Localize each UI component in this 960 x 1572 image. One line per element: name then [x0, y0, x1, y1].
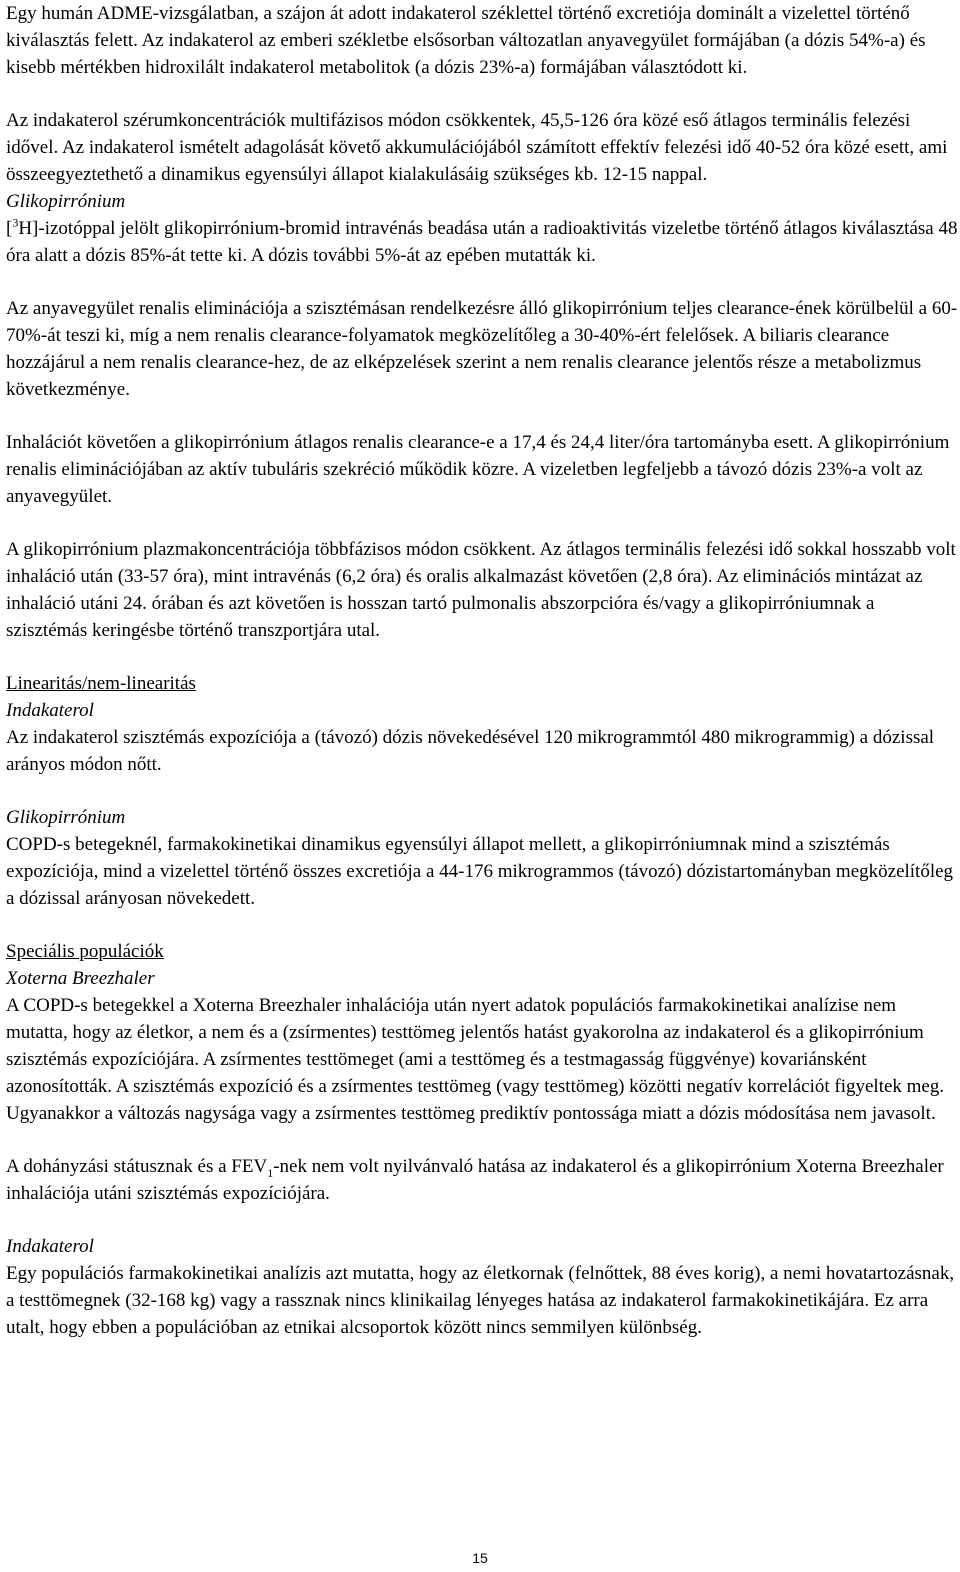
- paragraph-renal-clearance: Inhalációt követően a glikopirrónium átlagos renalis clearance-e a 17,4 és 24,4 liter/óra tartományba esett. A glikopirrónium renalis eliminációjában az aktív tubuláris szekréció működik közre. A vizeletben legfeljebb a távozó dózis 23%-a volt az anyavegyület.: [6, 432, 950, 507]
- document-page: [6, 0, 958, 1341]
- superscript-isotope: 3: [12, 215, 19, 230]
- heading-xoterna-breezhaler: Xoterna Breezhaler: [6, 968, 155, 989]
- paragraph-smoking-fev1: A dohányzási státusznak és a $FEV_1$-nek nem volt nyilvánvaló hatása az indakaterol és a glikopirrónium Xoterna Breezhaler inhalációja utáni szisztémás expozíciójára.: [6, 1156, 944, 1204]
- paragraph-indacaterol-half-life: Az indakaterol szérumkoncentrációk multifázisos módon csökkentek, 45,5-126 óra közé eső átlagos terminális felezési idővel. Az indakaterol ismételt adagolását követő akkumulációjából számított effektív felezési idő 40-52 óra közé esett, ami összeegyeztethető a dinamikus egyensúlyi állapot kialakulásáig szükséges kb. 12-15 nappal.: [6, 110, 948, 185]
- heading-indacaterol: Indakaterol: [6, 1236, 94, 1257]
- paragraph-indacaterol-exposure: Az indakaterol szisztémás expozíciója a (távozó) dózis növekedésével 120 mikrogrammtól 480 mikrogrammig) a dózissal arányos módon nőtt.: [6, 727, 935, 775]
- paragraph-adme: Egy humán ADME-vizsgálatban, a szájon át adott indakaterol széklettel történő excretiója dominált a vizelettel történő kiválasztás felett. Az indakaterol az emberi székletbe elsősorban változatlan anyavegyület formájában (a dózis 54%-a) és kisebb mértékben hidroxilált indakaterol metabolitok (a dózis 23%-a) formájában választódott ki.: [6, 3, 926, 78]
- heading-glycopyrronium: Glikopirrónium: [6, 191, 126, 212]
- paragraph-indacaterol-population: Egy populációs farmakokinetikai analízis azt mutatta, hogy az életkornak (felnőttek, 88 éves korig), a nemi hovatartozásnak, a testtömegnek (32-168 kg) vagy a rassznak nincs klinikailag lényeges hatása az indakaterol farmakokinetikájára. Ez arra utalt, hogy ebben a populációban az etnikai alcsoportok között nincs semmilyen különbség.: [6, 1263, 955, 1338]
- heading-glycopyrronium: Glikopirrónium: [6, 807, 126, 828]
- heading-indacaterol: Indakaterol: [6, 700, 94, 721]
- paragraph-glycopyrronium-copd: COPD-s betegeknél, farmakokinetikai dinamikus egyensúlyi állapot mellett, a glikopirróniumnak mind a szisztémás expozíciója, mind a vizelettel történő összes excretiója a 44-176 mikrogrammos (távozó) dózistartományban megközelítőleg a dózissal arányosan növekedett.: [6, 834, 954, 909]
- paragraph-plasma-concentration: A glikopirrónium plazmakoncentrációja többfázisos módon csökkent. Az átlagos terminális felezési idő sokkal hosszabb volt inhaláció után (33-57 óra), mint intravénás (6,2 óra) és oralis alkalmazást követően (2,8 óra). Az eliminációs mintázat az inhaláció utáni 24. órában és azt követően is hosszan tartó pulmonalis abszorpcióra és/vagy a glikopirróniumnak a szisztémás keringésbe történő transzportjára utal.: [6, 539, 956, 641]
- paragraph-renal-elimination: Az anyavegyület renalis eliminációja a szisztémásan rendelkezésre álló glikopirrónium teljes clearance-ének körülbelül a 60-70%-át teszi ki, míg a nem renalis clearance-folyamatok megközelítőleg a 30-40%-ért felelősek. A biliaris clearance hozzájárul a nem renalis clearance-hez, de az elképzelések szerint a nem renalis clearance jelentős része a metabolizmus következménye.: [6, 298, 958, 400]
- subscript-fev: 1: [267, 1165, 274, 1180]
- heading-linearity: Linearitás/nem-linearitás: [6, 673, 196, 694]
- heading-special-populations: Speciális populációk: [6, 941, 164, 962]
- paragraph-radiolabel: [$^3$H]-izotóppal jelölt glikopirrónium-bromid intravénás beadása után a radioaktivitás vizeletbe történő átlagos kiválasztása 48 óra alatt a dózis 85%-át tette ki. A dózis további 5%-át az epében mutatták ki.: [6, 215, 958, 266]
- page-number: 15: [472, 1550, 488, 1566]
- paragraph-population-pk: A COPD-s betegekkel a Xoterna Breezhaler inhalációja után nyert adatok populációs farmakokinetikai analízise nem mutatta, hogy az életkor, a nem és a (zsírmentes) testtömeg jelentős hatást gyakorolna az indakaterol és a glikopirrónium szisztémás expozíciójára. A zsírmentes testtömeget (ami a testtömeg és a testmagasság függvénye) kovariánsként azonosították. A szisztémás expozíció és a zsírmentes testtömeg (vagy testtömeg) közötti negatív korrelációt figyeltek meg. Ugyanakkor a változás nagysága vagy a zsírmentes testtömeg prediktív pontossága miatt a dózis módosítása nem javasolt.: [6, 995, 945, 1124]
